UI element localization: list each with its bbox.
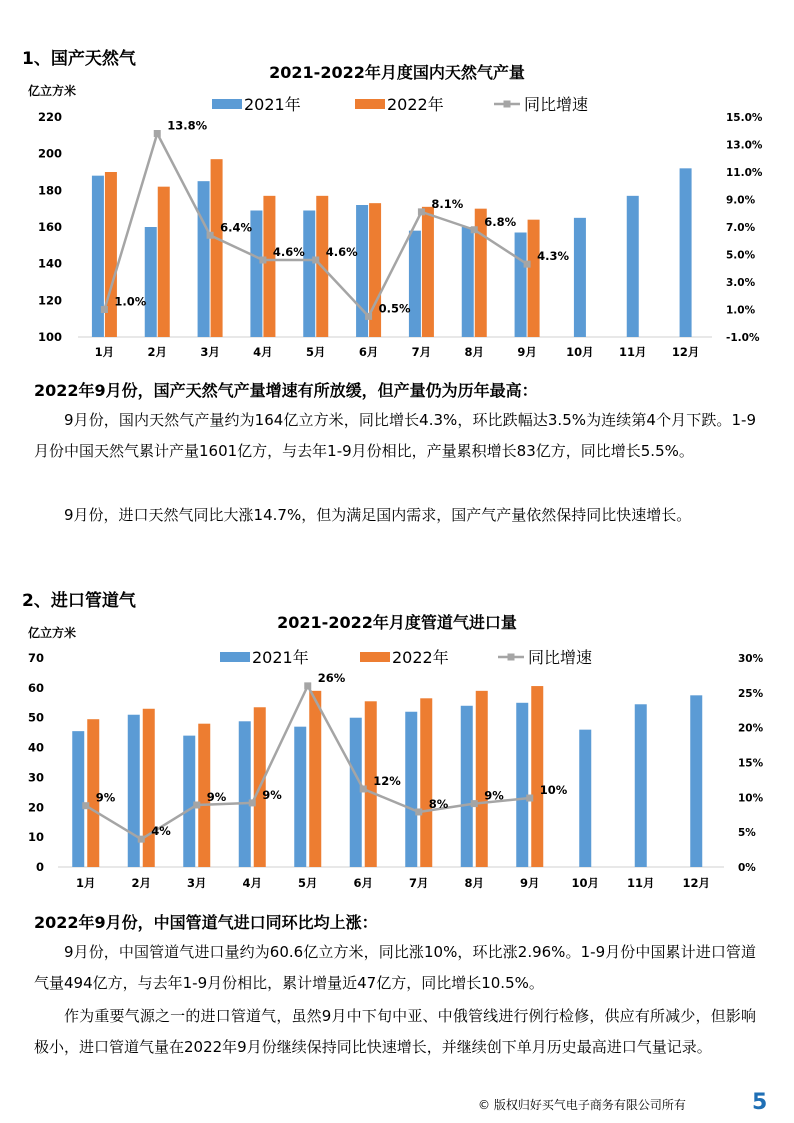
x-tick-label: 9月	[517, 345, 537, 359]
data-label-yoy: 9%	[262, 787, 282, 802]
y2-tick-label: 20%	[738, 722, 764, 735]
bar-2021	[635, 704, 647, 867]
point-yoy	[415, 808, 422, 815]
x-tick-label: 6月	[353, 876, 374, 890]
y-tick-label: 200	[37, 146, 62, 161]
data-label-yoy: 9%	[484, 788, 504, 803]
y-tick-label: 10	[27, 830, 44, 845]
legend-marker-yoy	[504, 101, 511, 108]
x-tick-label: 10月	[566, 345, 594, 359]
chart2-unit-label: 亿立方米	[28, 626, 77, 640]
bar-2021	[574, 218, 586, 337]
point-yoy	[524, 261, 531, 268]
legend-label-2022: 2022年	[387, 95, 444, 114]
bar-2021	[183, 736, 195, 867]
bar-2022	[143, 709, 155, 867]
bar-2021	[409, 231, 421, 337]
y2-tick-label: 3.0%	[726, 277, 756, 289]
bar-2021	[72, 731, 84, 867]
bar-2022	[476, 691, 488, 867]
y-tick-label: 50	[27, 710, 44, 725]
bar-2022	[531, 686, 543, 867]
bar-2022	[158, 187, 170, 337]
x-tick-label: 7月	[411, 345, 432, 359]
bar-2021	[128, 715, 140, 867]
copyright-footer: © 版权归好买气电子商务有限公司所有	[478, 1098, 686, 1112]
section2-heading: 2、进口管道气	[22, 591, 136, 611]
x-tick-label: 5月	[305, 345, 326, 359]
bar-2021	[680, 168, 692, 337]
point-yoy	[471, 226, 478, 233]
x-tick-label: 3月	[200, 345, 220, 359]
section1-paragraph-2: 9月份，进口天然气同比大涨14.7%，但为满足国内需求，国产气产量依然保持同比快速增长。	[64, 506, 692, 524]
data-label-yoy: 13.8%	[167, 118, 208, 133]
legend-swatch-2021	[220, 652, 250, 662]
y-tick-label: 40	[27, 740, 44, 755]
point-yoy	[312, 257, 319, 264]
data-label-yoy: 4.6%	[272, 245, 305, 259]
legend-label-yoy: 同比增速	[528, 648, 593, 667]
point-yoy	[249, 799, 256, 806]
point-yoy	[526, 795, 533, 802]
y2-tick-label: 10%	[738, 792, 764, 805]
page-number: 5	[752, 1090, 768, 1115]
x-tick-label: 5月	[297, 876, 318, 890]
y-tick-label: 60	[27, 680, 44, 695]
legend-swatch-2022	[360, 652, 390, 662]
bar-2021	[579, 730, 591, 867]
x-tick-label: 11月	[618, 345, 647, 359]
x-tick-label: 12月	[682, 876, 711, 890]
x-tick-label: 9月	[519, 876, 540, 890]
y2-tick-label: 0%	[738, 862, 756, 874]
point-yoy	[138, 836, 145, 843]
y2-tick-label: 30%	[738, 653, 764, 665]
y2-tick-label: 13.0%	[726, 139, 763, 152]
point-yoy	[193, 801, 200, 808]
x-tick-label: 2月	[147, 345, 168, 359]
bar-2021	[405, 712, 417, 867]
bar-2021	[145, 227, 157, 337]
chart2-title: 2021-2022年月度管道气进口量	[277, 613, 517, 632]
data-label-yoy: 4.6%	[325, 245, 358, 259]
point-yoy	[304, 682, 311, 689]
bar-2021	[515, 233, 527, 338]
data-label-yoy: 1.0%	[114, 294, 147, 309]
y-tick-label: 220	[37, 110, 62, 124]
x-tick-label: 12月	[671, 345, 700, 359]
data-label-yoy: 9%	[95, 790, 116, 805]
y2-tick-label: 7.0%	[726, 222, 756, 234]
data-label-yoy: 0.5%	[378, 301, 411, 316]
legend-label-2021: 2021年	[252, 648, 309, 667]
data-label-yoy: 4.3%	[537, 249, 569, 264]
data-label-yoy: 8%	[428, 796, 449, 811]
y2-tick-label: 9.0%	[726, 194, 756, 207]
x-tick-label: 1月	[94, 345, 115, 359]
chart1	[0, 0, 794, 372]
legend-marker-yoy	[508, 654, 515, 661]
x-tick-label: 8月	[464, 876, 485, 890]
data-label-yoy: 26%	[317, 670, 346, 685]
point-yoy	[471, 800, 478, 807]
y2-tick-label: 1.0%	[726, 304, 756, 317]
bar-2022	[528, 220, 540, 337]
y2-tick-label: 5%	[738, 827, 756, 840]
y-tick-label: 30	[27, 770, 44, 785]
point-yoy	[82, 802, 89, 809]
y2-tick-label: 5.0%	[726, 249, 756, 262]
y2-tick-label: 15%	[738, 757, 764, 770]
bar-2022	[309, 691, 321, 867]
bar-2021	[294, 727, 306, 867]
point-yoy	[418, 208, 425, 215]
bar-2021	[690, 695, 702, 867]
data-label-yoy: 12%	[373, 773, 401, 788]
y-tick-label: 140	[37, 256, 62, 271]
data-label-yoy: 6.4%	[220, 220, 252, 235]
point-yoy	[365, 313, 372, 320]
section1-paragraph-1: 9月份，国内天然气产量约为164亿立方米，同比增长4.3%，环比跌幅达3.5%为连续第4个月下跌。1-9月份中国天然气累计产量1601亿方，与去年1-9月份相比，产量累积增长83亿方，同比增长5.5%。	[34, 411, 756, 460]
data-label-yoy: 6.8%	[484, 214, 517, 229]
bar-2022	[211, 159, 223, 337]
y-tick-label: 0	[35, 860, 44, 874]
y-tick-label: 120	[37, 293, 62, 308]
point-yoy	[207, 232, 214, 239]
legend-swatch-2022	[355, 99, 385, 109]
bar-2021	[462, 227, 474, 337]
x-tick-label: 1月	[75, 876, 96, 890]
bar-2021	[303, 211, 315, 338]
y2-tick-label: 15.0%	[726, 112, 763, 124]
y-tick-label: 70	[27, 651, 44, 665]
chart1-title: 2021-2022年月度国内天然气产量	[269, 63, 525, 82]
section1-subheading: 2022年9月份，国产天然气产量增速有所放缓，但产量仍为历年最高：	[34, 381, 538, 400]
section1-heading: 1、国产天然气	[22, 49, 136, 69]
bar-2021	[627, 196, 639, 337]
legend-label-yoy: 同比增速	[524, 95, 589, 114]
x-tick-label: 4月	[242, 876, 263, 890]
chart1-unit-label: 亿立方米	[28, 84, 77, 98]
data-label-yoy: 9%	[206, 789, 227, 804]
data-label-yoy: 10%	[539, 783, 568, 798]
section2-paragraph-1: 9月份，中国管道气进口量约为60.6亿立方米，同比涨10%，环比涨2.96%。1-9月份中国累计进口管道气量494亿方，与去年1-9月份相比，累计增量近47亿方，同比增长10.5%。	[34, 943, 756, 992]
x-tick-label: 8月	[464, 345, 485, 359]
data-label-yoy: 4%	[151, 824, 171, 839]
point-yoy	[259, 257, 266, 264]
data-label-yoy: 8.1%	[431, 196, 464, 211]
y2-tick-label: 11.0%	[726, 167, 763, 179]
bar-2021	[198, 181, 210, 337]
x-tick-label: 10月	[571, 876, 600, 890]
point-yoy	[360, 785, 367, 792]
bar-2021	[516, 703, 528, 867]
x-tick-label: 2月	[131, 876, 152, 890]
x-tick-label: 7月	[408, 876, 429, 890]
bar-2021	[239, 721, 251, 867]
x-tick-label: 6月	[358, 345, 379, 359]
point-yoy	[101, 306, 108, 313]
legend-swatch-2021	[212, 99, 242, 109]
point-yoy	[154, 130, 161, 137]
y-tick-label: 160	[37, 220, 62, 234]
legend-label-2022: 2022年	[392, 648, 449, 667]
bar-2022	[420, 698, 432, 867]
y-tick-label: 180	[37, 183, 62, 198]
section2-subheading: 2022年9月份，中国管道气进口同环比均上涨：	[34, 913, 378, 932]
bar-2021	[250, 211, 262, 338]
x-tick-label: 4月	[253, 345, 273, 359]
bar-2021	[461, 706, 473, 867]
chart2	[0, 600, 794, 900]
section2-paragraph-2: 作为重要气源之一的进口管道气，虽然9月中下旬中亚、中俄管线进行例行检修，供应有所减少，但影响极小，进口管道气量在2022年9月份继续保持同比快速增长，并继续创下单月历史最高进口气量记录。	[34, 1007, 756, 1056]
y2-tick-label: -1.0%	[726, 332, 760, 344]
y2-tick-label: 25%	[738, 687, 764, 700]
legend-label-2021: 2021年	[244, 95, 301, 114]
y-tick-label: 20	[27, 800, 44, 815]
bar-2022	[422, 207, 434, 337]
x-tick-label: 11月	[626, 876, 655, 890]
x-tick-label: 3月	[186, 876, 207, 890]
bar-2022	[263, 196, 275, 337]
y-tick-label: 100	[37, 330, 62, 344]
